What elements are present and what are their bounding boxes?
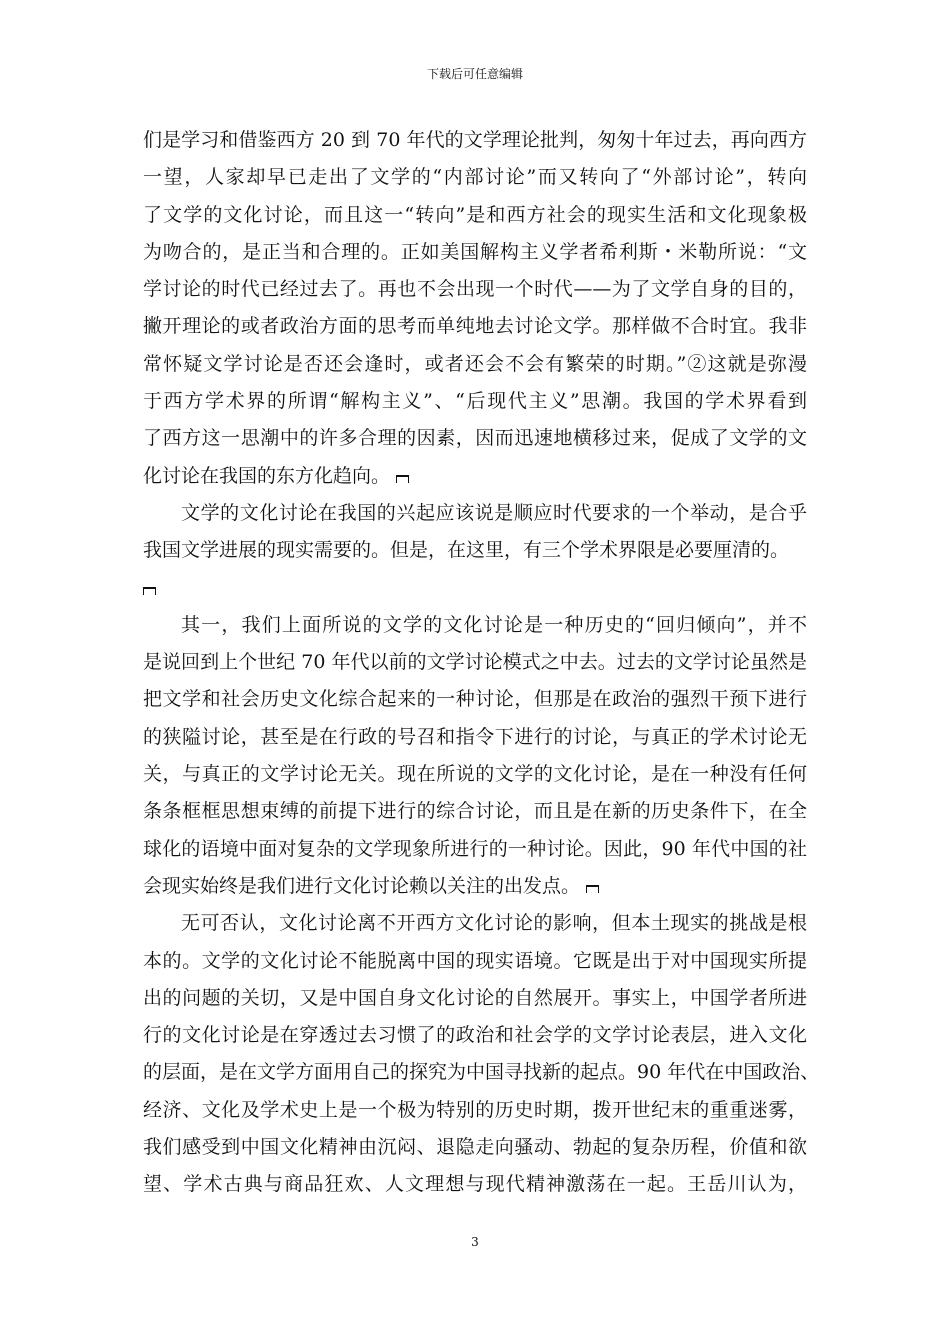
- text-line: 常怀疑文学讨论是否还会逢时，或者还会不会有繁荣的时期。”②这就是弥漫: [143, 352, 807, 375]
- text-line: 出的问题的关切，又是中国自身文化讨论的自然展开。事实上，中国学者所进: [143, 986, 807, 1009]
- page-number: 3: [471, 1235, 479, 1249]
- text-line: 了西方这一思潮中的许多合理的因素，因而迅速地横移过来，促成了文学的文: [143, 427, 807, 450]
- paragraph-mark-icon: [396, 475, 409, 483]
- text-line: 一望，人家却早已走出了文学的“内部讨论”而又转向了“外部讨论”，转向: [143, 166, 807, 189]
- text-line: 于西方学术界的所谓“解构主义”、“后现代主义”思潮。我国的学术界看到: [143, 390, 807, 413]
- text-line: 把文学和社会历史文化综合起来的一种讨论，但那是在政治的强烈干预下进行: [143, 688, 807, 711]
- document-body: [143, 122, 820, 1204]
- text-line: 是说回到上个世纪 70 年代以前的文学讨论模式之中去。过去的文学讨论虽然是: [143, 651, 807, 674]
- text-line: 学讨论的时代已经过去了。再也不会出现一个时代——为了文学自身的目的，: [143, 278, 807, 301]
- text-line: 我们感受到中国文化精神由沉闷、退隐走向骚动、勃起的复杂历程，价值和欲: [143, 1136, 807, 1159]
- text-line: 的狭隘讨论，甚至是在行政的号召和指令下进行的讨论，与真正的学术讨论无: [143, 725, 807, 748]
- text-line: 我国文学进展的现实需要的。但是，在这里，有三个学术界限是必要厘清的。: [143, 539, 790, 562]
- text-line: 们是学习和借鉴西方 20 到 70 年代的文学理论批判，匆匆十年过去，再向西方: [143, 129, 807, 151]
- text-line: 化讨论在我国的东方化趋向。: [143, 464, 391, 487]
- text-line-with-mark: [143, 868, 807, 905]
- text-line: 了文学的文化讨论，而且这一“转向”是和西方社会的现实生活和文化现象极: [143, 203, 807, 226]
- text-line-with-mark: [143, 458, 807, 495]
- text-line: 撇开理论的或者政治方面的思考而单纯地去讨论文学。那样做不合时宜。我非: [143, 315, 807, 338]
- paragraph-start-line: 文学的文化讨论在我国的兴起应该说是顺应时代要求的一个举动，是合乎: [181, 501, 807, 524]
- empty-line-with-mark: [143, 570, 807, 607]
- paragraph-start-line: 其一，我们上面所说的文学的文化讨论是一种历史的“回归倾向”，并不: [181, 613, 807, 636]
- text-line: 条条框框思想束缚的前提下进行的综合讨论，而且是在新的历史条件下，在全: [143, 800, 807, 823]
- text-line: 经济、文化及学术史上是一个极为特别的历史时期，拨开世纪末的重重迷雾，: [143, 1098, 807, 1121]
- text-line: 会现实始终是我们进行文化讨论赖以关注的出发点。: [143, 874, 581, 897]
- text-line: 的层面，是在文学方面用自己的探究为中国寻找新的起点。90 年代在中国政治、: [143, 1061, 820, 1084]
- text-line: 关，与真正的文学讨论无关。现在所说的文学的文化讨论，是在一种没有任何: [143, 763, 807, 786]
- text-line: 望、学术古典与商品狂欢、人文理想与现代精神激荡在一起。王岳川认为，: [143, 1173, 807, 1196]
- paragraph-mark-icon: [586, 885, 599, 893]
- paragraph-mark-icon: [143, 587, 156, 595]
- text-line: 行的文化讨论是在穿透过去习惯了的政治和社会学的文学讨论表层，进入文化: [143, 1024, 807, 1047]
- text-line: 本的。文学的文化讨论不能脱离中国的现实语境。它既是出于对中国现实所提: [143, 949, 807, 972]
- page-header: 下载后可任意编辑: [426, 67, 523, 81]
- paragraph-start-line: 无可否认，文化讨论离不开西方文化讨论的影响，但本土现实的挑战是根: [181, 912, 807, 935]
- text-line: 为吻合的，是正当和合理的。正如美国解构主义学者希利斯・米勒所说：“文: [143, 240, 807, 263]
- text-line: 球化的语境中面对复杂的文学现象所进行的一种讨论。因此，90 年代中国的社: [143, 837, 807, 860]
